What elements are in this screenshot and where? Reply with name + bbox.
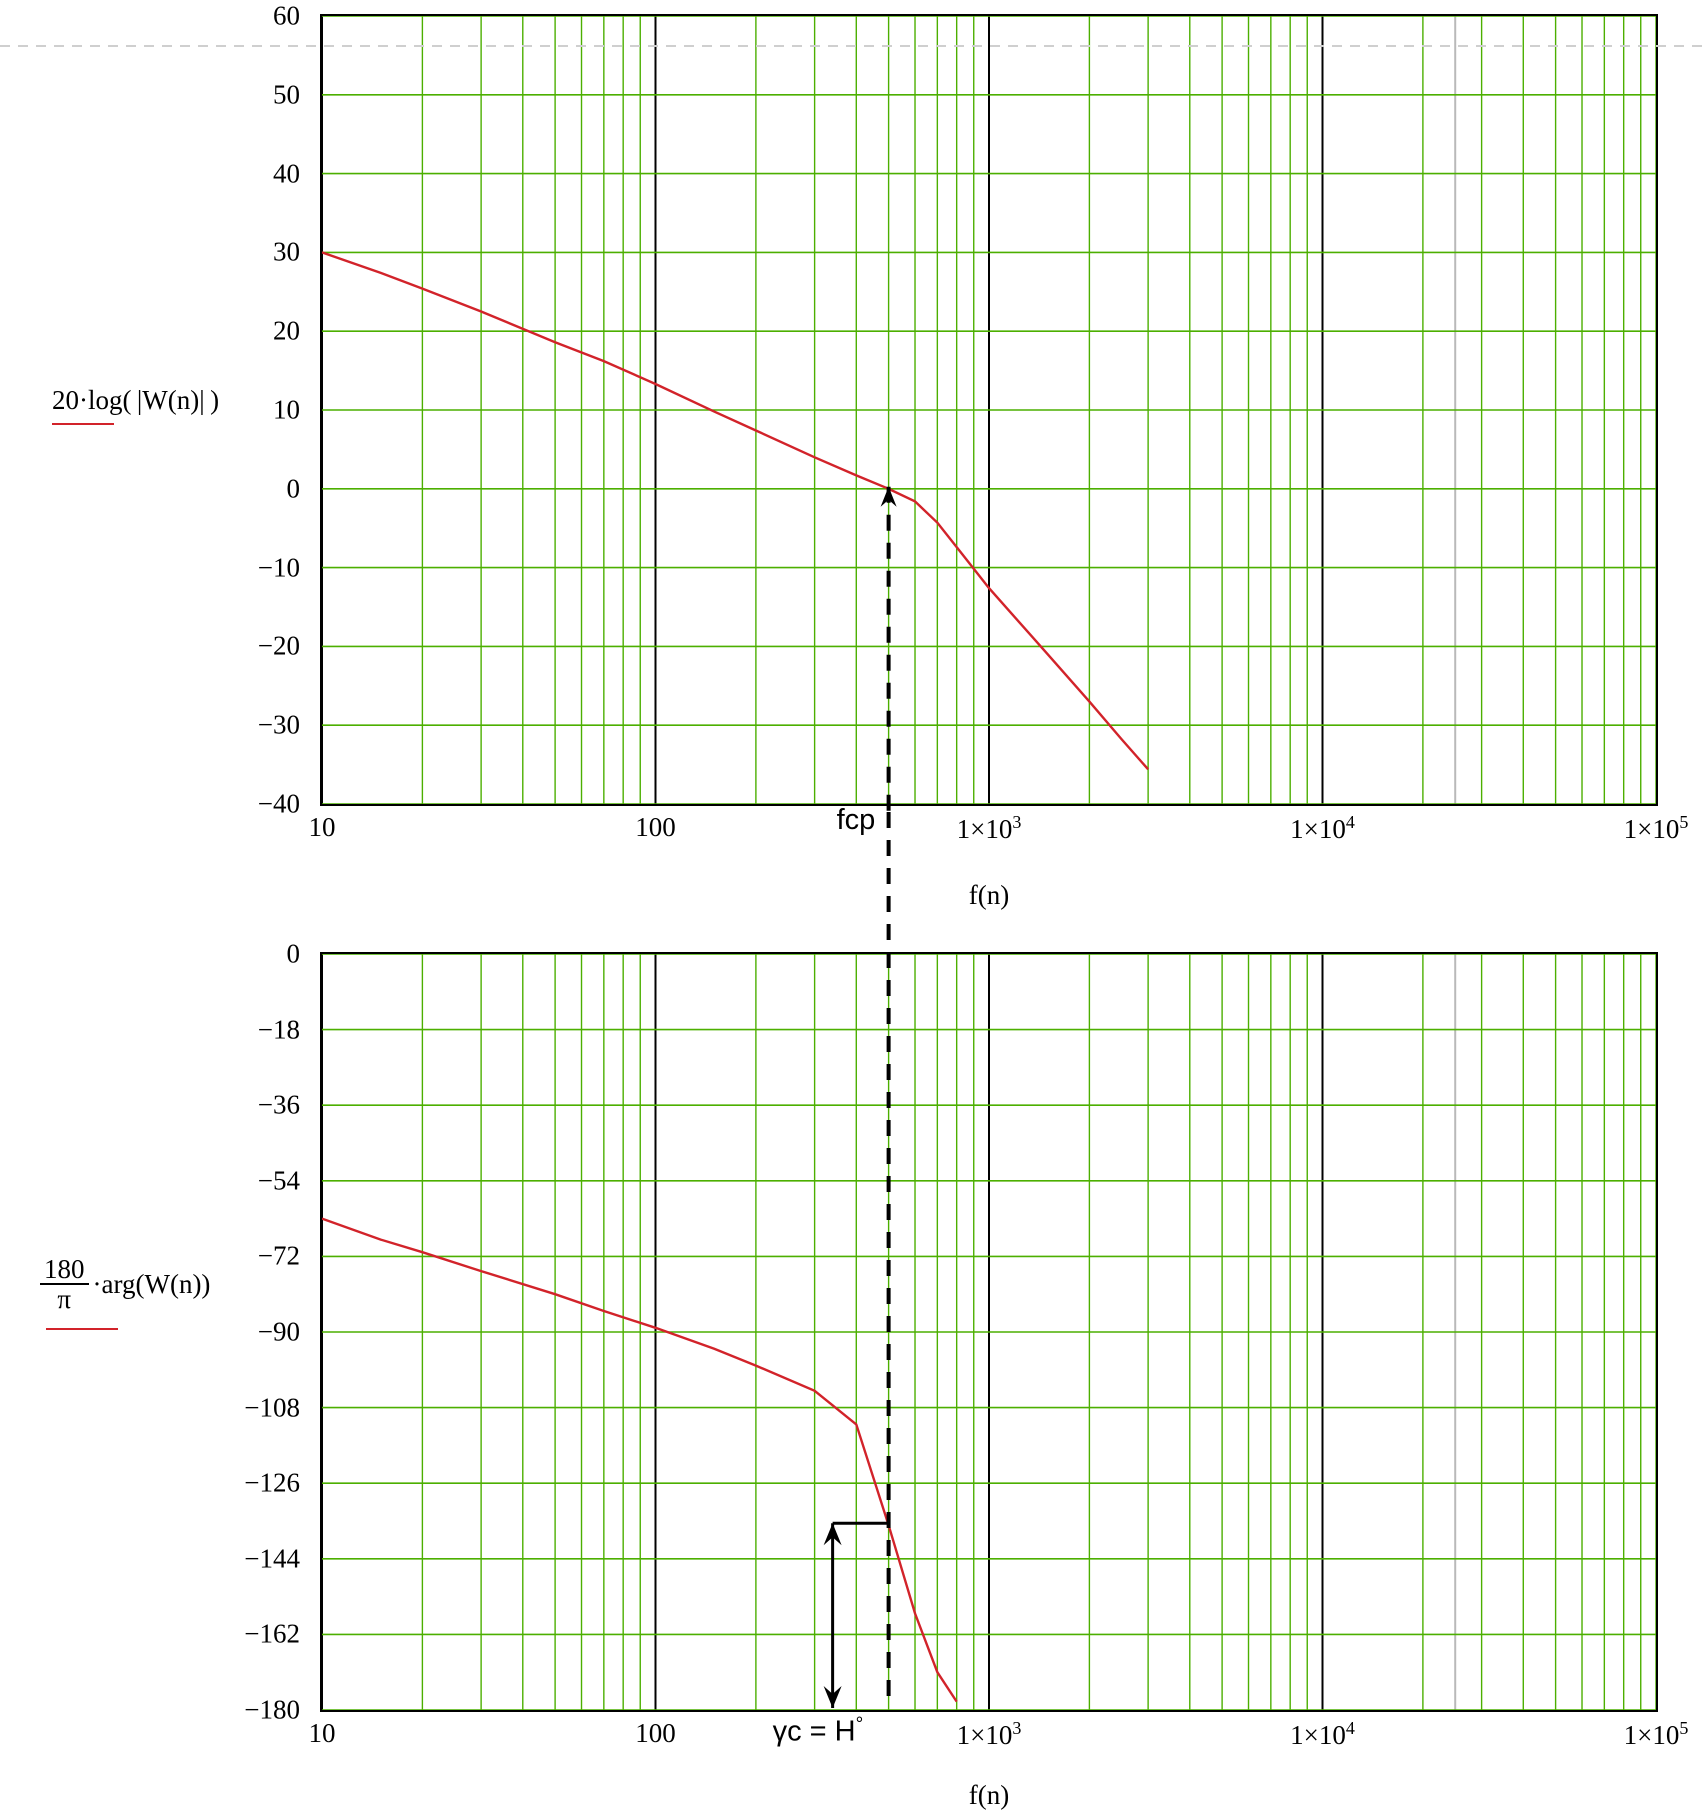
magnitude-x-tick-labels [308,812,1689,852]
magnitude-y-tick: −20 [257,630,300,661]
phase-x-tick: 10 [308,1718,336,1748]
phase-y-tick: −18 [257,1014,300,1045]
phase-margin-label [773,1714,864,1749]
magnitude-legend-label: 20·log( |W(n)| ) [52,385,220,415]
magnitude-plot [320,14,1658,806]
degree-sign: ° [855,1714,864,1735]
magnitude-y-tick: 10 [273,394,300,425]
phase-x-tick: 100 [635,1718,676,1748]
phase-x-axis-title: f(n) [968,1780,1010,1810]
phase-margin-text: γc = H [772,1715,856,1748]
phase-legend [40,1255,210,1314]
magnitude-y-tick: 30 [273,236,300,267]
phase-y-tick: −36 [257,1089,300,1120]
magnitude-y-tick: −10 [257,552,300,583]
phase-legend-numerator: 180 [44,1254,85,1284]
phase-x-tick-labels [308,1715,1689,1758]
magnitude-x-tick: 100 [635,812,676,842]
magnitude-y-tick: 20 [273,315,300,346]
phase-y-tick: −108 [244,1392,300,1423]
magnitude-x-tick: $1\times 10^4$ [1290,812,1355,844]
phase-y-tick: −180 [244,1694,300,1725]
phase-y-tick: 0 [286,938,300,969]
magnitude-legend-inner: |W(n)| [136,385,205,415]
magnitude-x-tick: $1\times 10^5$ [1623,812,1689,844]
phase-y-tick: −72 [257,1240,300,1271]
phase-legend-swatch [46,1328,118,1330]
phase-x-tick: $1\times 10^5$ [1623,1718,1689,1750]
magnitude-legend [52,385,219,425]
phase-plot [320,952,1658,1712]
magnitude-curve [322,16,1656,804]
phase-y-tick: −126 [244,1467,300,1498]
phase-x-tick: $1\times 10^4$ [1290,1718,1355,1750]
magnitude-x-tick: $1\times 10^3$ [956,812,1022,844]
phase-y-tick: −162 [244,1618,300,1649]
phase-legend-tail: ·arg(W(n)) [92,1268,211,1299]
magnitude-y-tick: 0 [286,473,300,504]
magnitude-x-axis-title: f(n) [968,880,1010,910]
phase-y-tick: −144 [244,1543,300,1574]
phase-legend-denominator: π [40,1283,89,1313]
magnitude-y-tick: −30 [257,709,300,740]
phase-curve [322,954,1656,1710]
phase-y-tick: −90 [257,1316,300,1347]
magnitude-legend-prefix: 20·log [52,385,123,415]
fcp-label: fcp [836,804,876,836]
phase-y-tick: −54 [257,1165,300,1196]
phase-y-tick-labels [10,938,310,1725]
magnitude-y-tick: 50 [273,79,300,110]
magnitude-x-tick: 10 [308,812,336,842]
magnitude-y-tick: 40 [273,158,300,189]
phase-legend-fraction [40,1255,89,1314]
magnitude-legend-swatch [52,423,114,425]
magnitude-y-tick: −40 [257,788,300,819]
phase-x-tick: $1\times 10^3$ [956,1718,1022,1750]
magnitude-y-tick: 60 [273,0,300,31]
